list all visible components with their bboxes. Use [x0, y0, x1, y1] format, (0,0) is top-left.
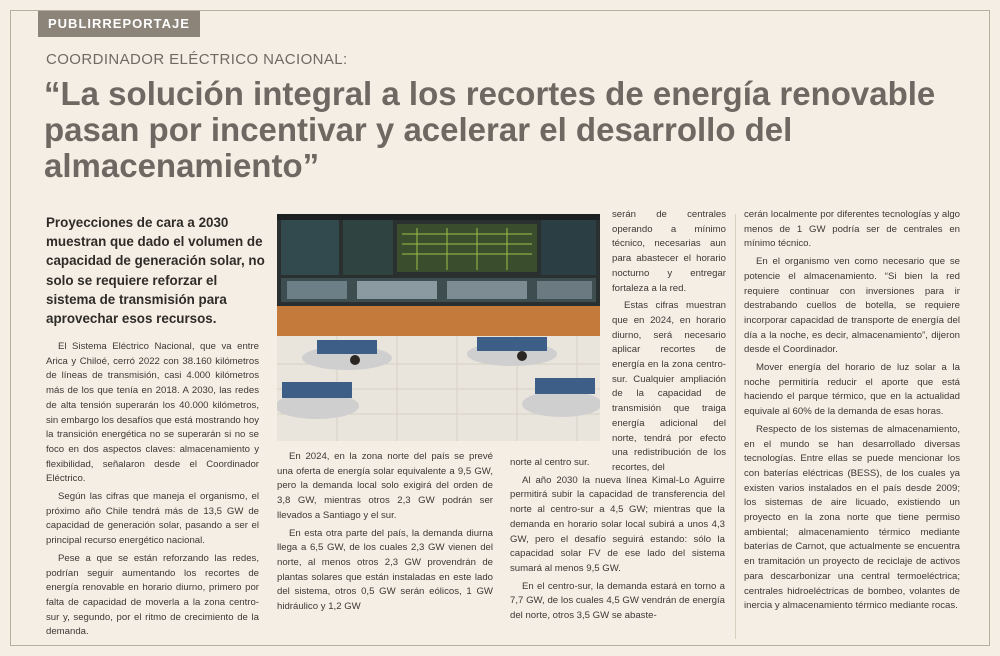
paragraph: Mover energía del horario de luz solar a la noche permitiría reducir el aporte que está haciendo el parque térmico, que en la actualidad equivale al 60% de la demanda de esas horas.	[744, 362, 960, 418]
paragraph: En 2024, en la zona norte del país se prevé una oferta de energía solar equivalente a 9,5 GW, pero la demanda local solo exigirá del orden de 3,8 GW, mientras otros 2,3 GW podrán ser llevados a Santiago y el sur.	[277, 451, 493, 521]
paragraph: En el organismo ven como necesario que se potencie el almacenamiento. “Si bien la red requiere continuar con inversiones para ir destrabando cuellos de botella, se requiere incorporar capacidad de transporte de energía del día a la noche, es decir, almacenamiento”, dijeron desde el Coordinador.	[744, 256, 960, 356]
paragraph: Según las cifras que maneja el organismo, el próximo año Chile tendrá más de 13,5 GW de capacidad de generación solar, pasando a ser el principal recurso energético nacional.	[46, 491, 259, 547]
column-1	[46, 340, 259, 643]
control-room-photo	[277, 214, 600, 441]
paragraph: Al año 2030 la nueva línea Kimal-Lo Aguirre permitirá subir la capacidad de transferencia del norte al centro-sur a 4,5 GW; mientras que la demanda en horario solar local subirá a unos 4,3 GW, pero el desafío seguirá estando: sólo la capacidad solar FV de ese lado del sistema sumará al menos 9,5 GW.	[510, 474, 725, 574]
paragraph: El Sistema Eléctrico Nacional, que va entre Arica y Chiloé, cerró 2022 con 38.160 kilómetros de líneas de transmisión, casi 4.000 kilómetros más de los que tenía en 2018. A 2030, las redes de alta tensión superarán los 40.000 kilómetros, sin embargo los desafíos que está mostrando hoy la transición energética no se superarán si no se foco en dos aspectos claves: almacenamiento y flexibilidad, señalaron desde el Coordinador Eléctrico.	[46, 341, 259, 485]
paragraph: Estas cifras muestran que en 2024, en horario diurno, será necesario aplicar recortes de energía en la zona centro-sur. Cualquier ampliación de la capacidad de transmisión que traiga energía adicional del norte, tendrá por efecto una redistribución de los recortes, del	[612, 300, 726, 473]
column-2	[277, 450, 493, 618]
section-tag: PUBLIRREPORTAJE	[38, 11, 200, 37]
control-room-illustration	[277, 214, 600, 441]
headline: “La solución integral a los recortes de energía renovable pasan por incentivar y acelerar el desarrollo del almacenamiento”	[44, 75, 936, 184]
paragraph: En el centro-sur, la demanda estará en torno a 7,7 GW, de los cuales 4,5 GW vendrán de energía del norte, otros 3,5 GW se abaste-	[510, 580, 725, 622]
paragraph: Respecto de los sistemas de almacenamiento, en el mundo se han desarrollado diversas tecnologías. Entre ellas se puede mencionar los con baterías eléctricas (BESS), de los cuales ya existen varios instalados en el país desde 2009; los sistemas de aire licuado, existiendo un proyecto en la zona norte que tiene permiso ambiental; almacenamiento térmico mediante baterías de Carnot, que actualmente se encuentra en tramitación un proyecto de reciclaje de activos para descarbonizar una central termoeléctrica; centrales hidroeléctricas de bombeo, volantes de inercia y almacenamiento térmico mediante rocas.	[744, 423, 960, 612]
paragraph: cerán localmente por diferentes tecnologías y algo menos de 1 GW podría ser de centrales en mínimo técnico.	[744, 209, 960, 250]
lead-paragraph: Proyecciones de cara a 2030 muestran que dado el volumen de capacidad de generación solar, no solo se requiere reforzar el sistema de transmisión para aprovechar esos recursos.	[46, 215, 265, 327]
kicker: COORDINADOR ELÉCTRICO NACIONAL:	[46, 51, 348, 68]
column-3-bottom	[510, 456, 725, 627]
paragraph: Pese a que se están reforzando las redes, podrían seguir aumentando los recortes de energía renovable en horario diurno, primero por falta de capacidad de moverla a la zona centro-sur y, segundo, por el ritmo de crecimiento de la demanda.	[46, 552, 259, 638]
column-4	[744, 208, 960, 617]
column-3-top	[612, 208, 726, 479]
paragraph: En esta otra parte del país, la demanda diurna llega a 6,5 GW, de los cuales 2,3 GW vienen del norte, al menos otros 2,3 GW provendrán de plantas solares que están instaladas en este lado del sistema, otros 0,5 GW serán eólicos, 1 GW hidráulico y 1,2 GW	[277, 527, 493, 613]
paragraph: norte al centro sur.	[510, 457, 590, 468]
column-divider	[735, 214, 736, 639]
paragraph: serán de centrales operando a mínimo técnico, necesarias aun para abastecer el horario nocturno y entregar fortaleza a la red.	[612, 209, 726, 294]
